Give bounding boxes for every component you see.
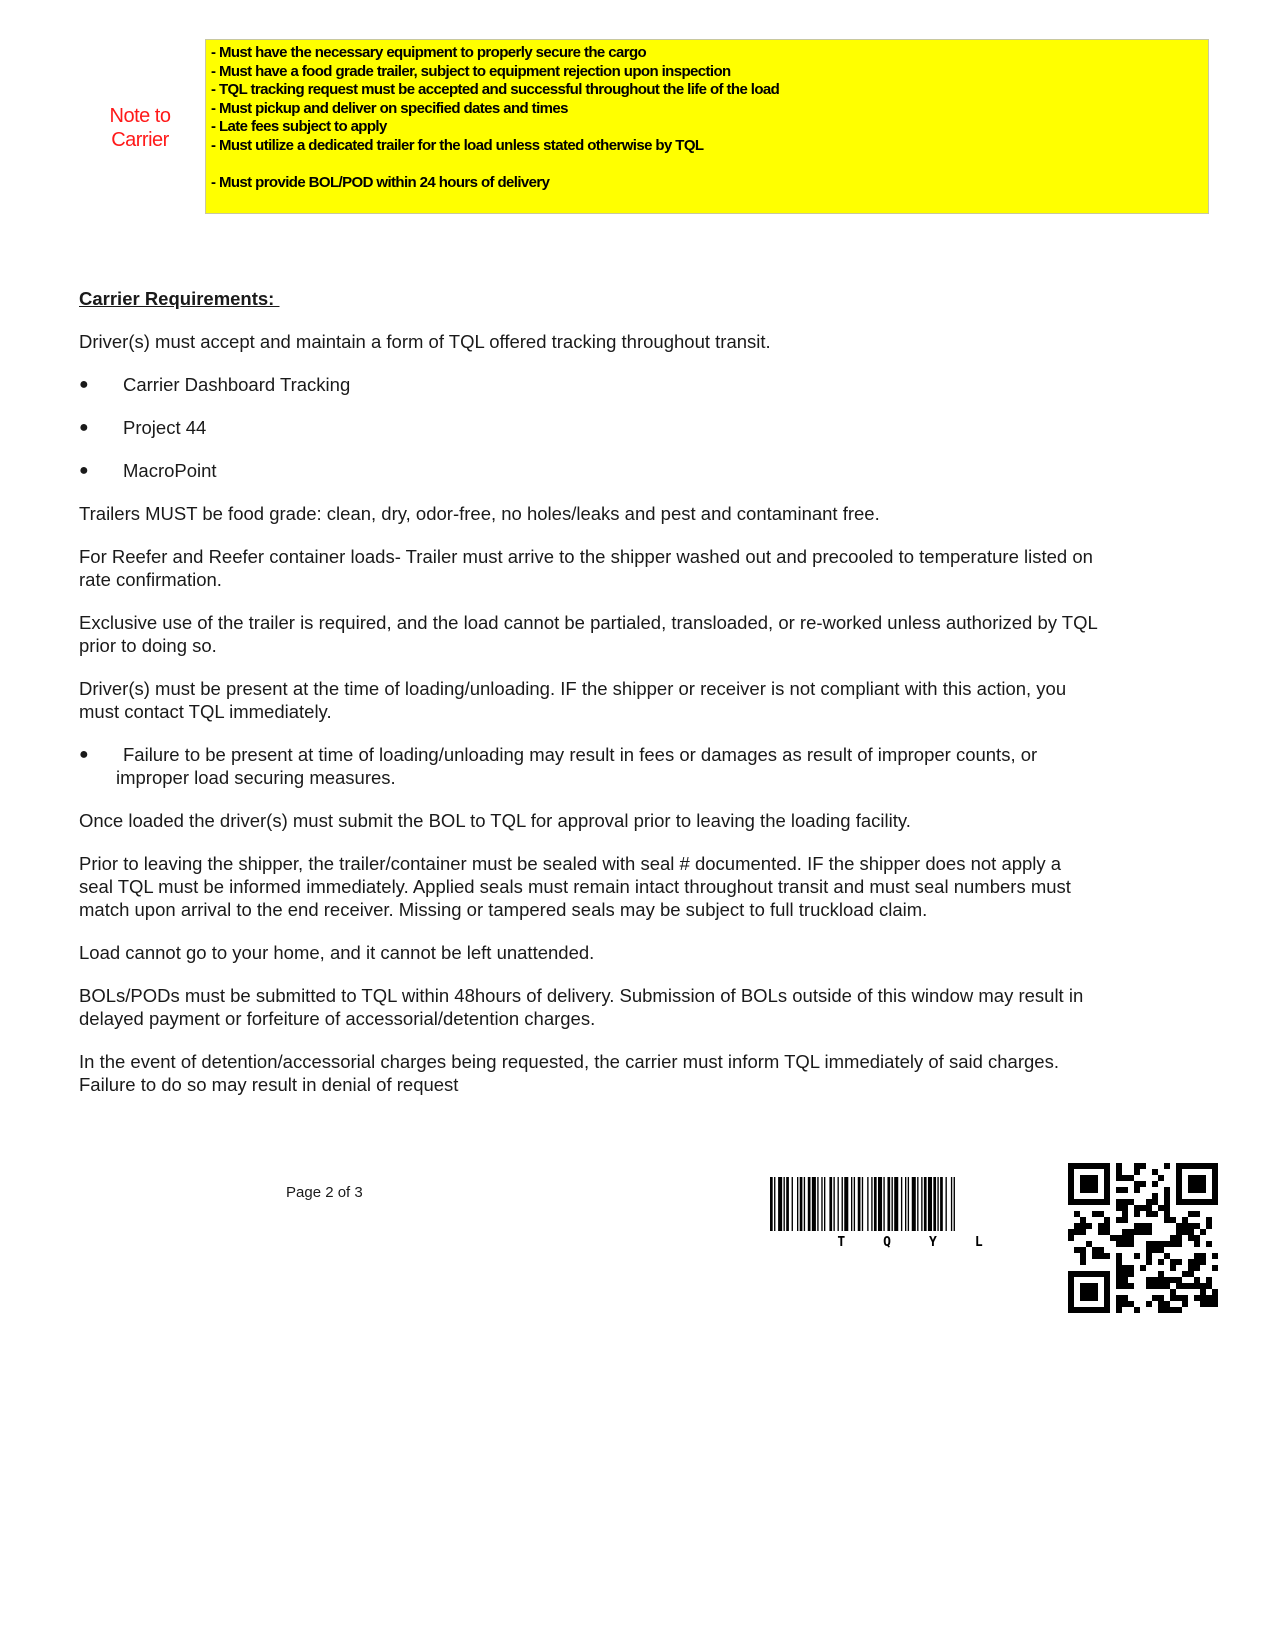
note-line: - Late fees subject to apply bbox=[211, 118, 387, 135]
note-to-carrier-box bbox=[205, 39, 1209, 214]
note-to-carrier-label bbox=[100, 104, 180, 152]
barcode-caption bbox=[770, 1235, 1050, 1250]
carrier-requirements-section bbox=[79, 287, 1099, 1116]
reefer-paragraph: For Reefer and Reefer container loads- Trailer must arrive to the shipper washed out and precooled to temperature listed on rate confirmation. bbox=[79, 546, 1093, 590]
page-number: Page 2 of 3 bbox=[286, 1184, 363, 1201]
note-line: - Must utilize a dedicated trailer for the load unless stated otherwise by TQL bbox=[211, 136, 704, 154]
bullet-text: Carrier Dashboard Tracking bbox=[123, 374, 351, 395]
note-label-line1: Note to bbox=[109, 105, 171, 127]
detention-paragraph: In the event of detention/accessorial charges being requested, the carrier must inform TQL immediately of said charges. Failure to do so may result in denial of request bbox=[79, 1051, 1059, 1095]
bullet-text: MacroPoint bbox=[123, 460, 217, 481]
bullet-item bbox=[79, 743, 1099, 789]
barcode-char: Q bbox=[883, 1235, 891, 1250]
bullet-item bbox=[79, 373, 1099, 396]
seal-paragraph: Prior to leaving the shipper, the trailer/container must be sealed with seal # documented. IF the shipper does not apply a seal TQL must be informed immediately. Applied seals must remain intact throughout transit and must seal numbers must match upon arrival to the end receiver. Missing or tampered seals may be subject to full truckload claim. bbox=[79, 853, 1071, 920]
note-line: - Must have a food grade trailer, subject to equipment rejection upon inspection bbox=[211, 62, 731, 80]
bol-submit-paragraph: Once loaded the driver(s) must submit the BOL to TQL for approval prior to leaving the loading facility. bbox=[79, 810, 911, 831]
bullet-dot-icon: ● bbox=[79, 462, 89, 479]
bullet-text: Failure to be present at time of loading/unloading may result in fees or damages as result of improper counts, or improper load securing measures. bbox=[116, 744, 1038, 788]
section-heading: Carrier Requirements: bbox=[79, 288, 280, 309]
note-line: - Must have the necessary equipment to properly secure the cargo bbox=[211, 44, 647, 61]
note-line: - TQL tracking request must be accepted and successful throughout the life of the load bbox=[211, 81, 780, 98]
barcode-char: Y bbox=[928, 1235, 937, 1250]
home-paragraph: Load cannot go to your home, and it cannot be left unattended. bbox=[79, 942, 595, 963]
barcode-char: L bbox=[974, 1235, 983, 1250]
bullet-dot-icon: ● bbox=[79, 746, 89, 763]
barcode-char: T bbox=[837, 1235, 846, 1250]
pods-paragraph: BOLs/PODs must be submitted to TQL within 48hours of delivery. Submission of BOLs outside of this window may result in delayed payment or forfeiture of accessorial/detention charges. bbox=[79, 985, 1084, 1029]
note-line: - Must provide BOL/POD within 24 hours of delivery bbox=[211, 173, 550, 191]
qr-code-image bbox=[1068, 1163, 1218, 1313]
tracking-intro: Driver(s) must accept and maintain a form of TQL offered tracking throughout transit. bbox=[79, 331, 771, 352]
note-label-line2: Carrier bbox=[111, 129, 169, 151]
bullet-dot-icon: ● bbox=[79, 376, 89, 393]
trailer-grade-paragraph: Trailers MUST be food grade: clean, dry, odor-free, no holes/leaks and pest and contaminant free. bbox=[79, 503, 880, 524]
driver-present-paragraph: Driver(s) must be present at the time of loading/unloading. IF the shipper or receiver is not compliant with this action, you must contact TQL immediately. bbox=[79, 678, 1067, 722]
exclusive-use-paragraph: Exclusive use of the trailer is required, and the load cannot be partialed, transloaded, or re-worked unless authorized by TQL prior to doing so. bbox=[79, 612, 1098, 656]
bullet-text: Project 44 bbox=[123, 417, 207, 438]
note-spacer bbox=[211, 155, 1208, 174]
note-line: - Must pickup and deliver on specified dates and times bbox=[211, 99, 568, 117]
bullet-item bbox=[79, 416, 1099, 439]
bullet-item bbox=[79, 459, 1099, 482]
bullet-dot-icon: ● bbox=[79, 419, 89, 436]
